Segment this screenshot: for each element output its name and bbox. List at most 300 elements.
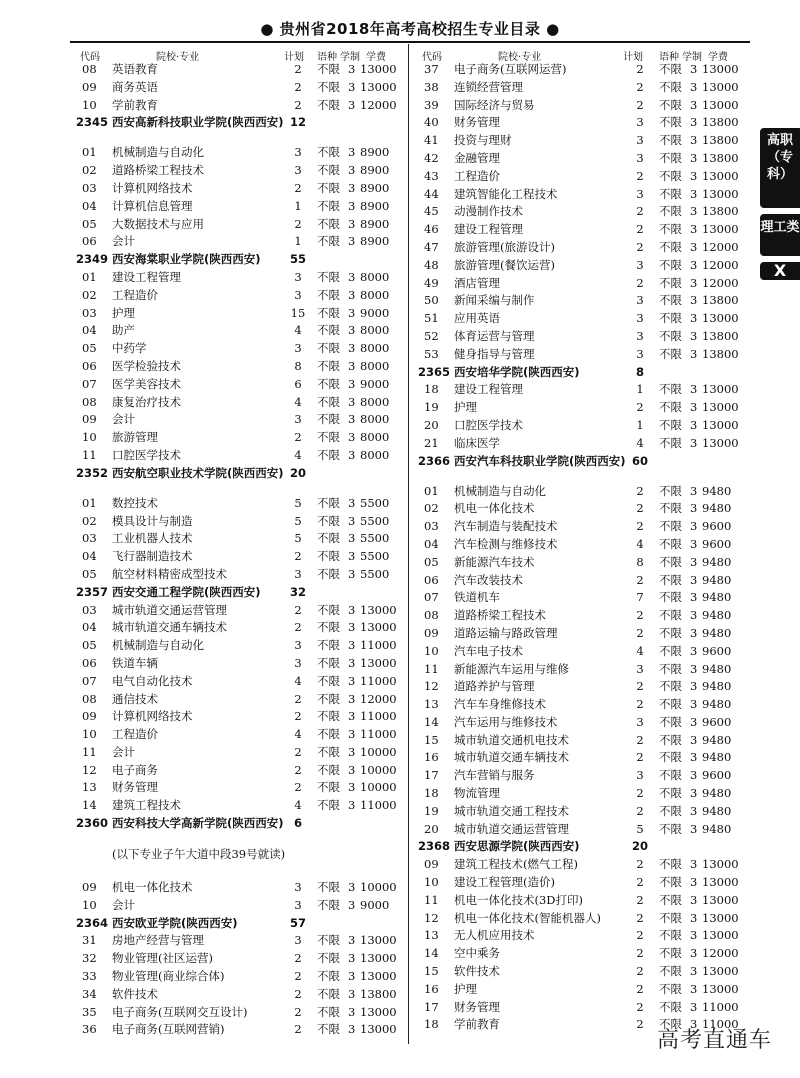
plan-cell: 3 (294, 655, 302, 670)
years-cell: 3 (348, 620, 356, 635)
name-cell: 机械制造与自动化 (112, 638, 204, 653)
table-row (418, 607, 740, 625)
lang-cell: 不限 (317, 513, 340, 528)
name-cell: 西安海棠职业学院(陕西西安) (112, 252, 261, 267)
code-cell: 05 (424, 554, 439, 569)
code-cell: 04 (424, 536, 439, 551)
name-cell: 工业机器人技术 (112, 531, 193, 546)
table-row (418, 963, 740, 981)
fee-cell: 9480 (702, 803, 732, 818)
table-row (418, 643, 740, 661)
plan-cell: 2 (294, 602, 302, 617)
name-cell: 铁道机车 (454, 590, 500, 605)
name-cell: 电子商务(互联网交互设计) (112, 1004, 248, 1019)
code-cell: 39 (424, 97, 439, 112)
fee-cell: 8900 (360, 145, 390, 160)
plan-cell: 20 (289, 465, 306, 480)
plan-cell: 3 (294, 287, 302, 302)
years-cell: 3 (690, 608, 698, 623)
table-row (418, 500, 740, 518)
years-cell: 3 (348, 951, 356, 966)
name-cell: 工程造价 (454, 168, 500, 183)
code-cell: 18 (424, 382, 439, 397)
table-row (418, 435, 740, 453)
table-row (76, 548, 401, 566)
lang-cell: 不限 (317, 234, 340, 249)
name-cell: 护理 (454, 400, 477, 415)
name-cell: 城市轨道交通运营管理 (112, 602, 227, 617)
code-cell: 01 (82, 495, 97, 510)
name-cell: 建设工程管理 (454, 222, 523, 237)
code-cell: 11 (82, 447, 97, 462)
lang-cell: 不限 (317, 216, 340, 231)
name-cell: 机电一体化技术(3D打印) (454, 892, 584, 907)
plan-cell: 3 (636, 346, 644, 361)
lang-cell: 不限 (659, 661, 682, 676)
plan-cell: 4 (294, 727, 302, 742)
plan-cell: 2 (636, 697, 644, 712)
years-cell: 3 (348, 673, 356, 688)
table-row (418, 518, 740, 536)
plan-cell: 2 (636, 608, 644, 623)
fee-cell: 9480 (702, 732, 732, 747)
lang-cell: 不限 (659, 239, 682, 254)
lang-cell: 不限 (317, 1004, 340, 1019)
years-cell: 3 (690, 768, 698, 783)
table-row (76, 61, 401, 79)
code-cell: 11 (82, 744, 97, 759)
years-cell: 3 (690, 311, 698, 326)
table-row (418, 714, 740, 732)
fee-cell: 5500 (360, 566, 390, 581)
table-row (418, 221, 740, 239)
lang-cell: 不限 (317, 269, 340, 284)
code-cell: 01 (424, 483, 439, 498)
table-row (76, 162, 401, 180)
plan-cell: 4 (294, 323, 302, 338)
fee-cell: 9480 (702, 572, 732, 587)
fee-cell: 11000 (360, 709, 397, 724)
table-row (76, 97, 401, 115)
lang-cell: 不限 (659, 400, 682, 415)
code-cell: 09 (82, 709, 97, 724)
name-cell: 西安交通工程学院(陕西西安) (112, 584, 261, 599)
plan-cell: 2 (294, 620, 302, 635)
table-row (76, 986, 401, 1004)
years-cell: 3 (690, 679, 698, 694)
fee-cell: 13000 (360, 1004, 397, 1019)
table-row (76, 566, 401, 584)
name-cell: 建设工程管理(造价) (454, 875, 555, 890)
code-cell: 2364 (76, 915, 109, 930)
plan-cell: 4 (294, 394, 302, 409)
code-cell: 08 (82, 394, 97, 409)
lang-cell: 不限 (659, 536, 682, 551)
years-cell: 3 (348, 513, 356, 528)
lang-cell: 不限 (659, 79, 682, 94)
years-cell: 3 (690, 572, 698, 587)
lang-cell: 不限 (659, 222, 682, 237)
years-cell: 3 (348, 709, 356, 724)
plan-cell: 32 (289, 584, 306, 599)
name-cell: 机械制造与自动化 (454, 483, 546, 498)
years-cell: 3 (348, 287, 356, 302)
lang-cell: 不限 (659, 382, 682, 397)
fee-cell: 9480 (702, 697, 732, 712)
years-cell: 3 (690, 661, 698, 676)
code-cell: 37 (424, 62, 439, 76)
school-row (76, 465, 401, 495)
fee-cell: 5500 (360, 549, 390, 564)
name-cell: 投资与理财 (454, 133, 512, 148)
plan-cell: 5 (636, 821, 644, 836)
header-lang: 语种 (317, 52, 337, 63)
fee-cell: 13000 (702, 928, 739, 943)
code-cell: 2349 (76, 252, 109, 267)
plan-cell: 2 (636, 79, 644, 94)
name-cell: 国际经济与贸易 (454, 97, 535, 112)
fee-cell: 13000 (702, 168, 739, 183)
name-cell: (以下专业子午大道中段39号就读) (112, 847, 286, 862)
fee-cell: 13000 (360, 969, 397, 984)
plan-cell: 3 (294, 897, 302, 912)
plan-cell: 2 (294, 97, 302, 112)
name-cell: 会计 (112, 412, 135, 427)
years-cell: 3 (690, 346, 698, 361)
name-cell: 西安航空职业技术学院(陕西西安) (112, 465, 284, 480)
years-cell: 3 (348, 744, 356, 759)
fee-cell: 8900 (360, 234, 390, 249)
plan-cell: 2 (636, 679, 644, 694)
plan-cell: 3 (294, 638, 302, 653)
table-row (418, 203, 740, 221)
name-cell: 计算机网络技术 (112, 180, 193, 195)
plan-cell: 2 (294, 62, 302, 76)
lang-cell: 不限 (659, 150, 682, 165)
plan-cell: 2 (636, 875, 644, 890)
fee-cell: 12000 (360, 97, 397, 112)
code-cell: 52 (424, 328, 439, 343)
years-cell: 3 (690, 501, 698, 516)
code-cell: 15 (424, 732, 439, 747)
code-cell: 18 (424, 786, 439, 801)
fee-cell: 13800 (702, 346, 739, 361)
lang-cell: 不限 (659, 1017, 682, 1032)
name-cell: 大数据技术与应用 (112, 216, 204, 231)
code-cell: 12 (82, 762, 97, 777)
plan-cell: 12 (289, 115, 306, 130)
fee-cell: 13800 (360, 986, 397, 1001)
table-row (76, 180, 401, 198)
code-cell: 13 (424, 928, 439, 943)
years-cell: 3 (690, 821, 698, 836)
fee-cell: 13000 (702, 875, 739, 890)
fee-cell: 8000 (360, 447, 390, 462)
lang-cell: 不限 (317, 495, 340, 510)
years-cell: 3 (690, 928, 698, 943)
code-cell: 05 (82, 638, 97, 653)
fee-cell: 5500 (360, 513, 390, 528)
fee-cell: 10000 (360, 762, 397, 777)
years-cell: 3 (690, 750, 698, 765)
plan-cell: 1 (294, 198, 302, 213)
plan-cell: 3 (636, 328, 644, 343)
table-row (76, 726, 401, 744)
code-cell: 04 (82, 323, 97, 338)
years-cell: 3 (348, 798, 356, 813)
plan-cell: 2 (636, 572, 644, 587)
years-cell: 3 (690, 417, 698, 432)
table-row (76, 691, 401, 709)
table-row (76, 144, 401, 162)
plan-cell: 3 (294, 163, 302, 178)
header-years: 学制 (682, 52, 702, 63)
school-row (418, 838, 740, 856)
name-cell: 建筑智能化工程技术 (454, 186, 558, 201)
code-cell: 01 (82, 145, 97, 160)
lang-cell: 不限 (659, 97, 682, 112)
name-cell: 汽车改装技术 (454, 572, 523, 587)
name-cell: 道路桥梁工程技术 (112, 163, 204, 178)
tab-x: X (760, 262, 800, 280)
table-row (418, 186, 740, 204)
years-cell: 3 (348, 638, 356, 653)
lang-cell: 不限 (317, 673, 340, 688)
table-row (76, 897, 401, 915)
name-cell: 电子商务(互联网营销) (112, 1022, 225, 1037)
code-cell: 17 (424, 768, 439, 783)
code-cell: 32 (82, 951, 97, 966)
lang-cell: 不限 (659, 590, 682, 605)
lang-cell: 不限 (317, 762, 340, 777)
fee-cell: 9600 (702, 643, 732, 658)
code-cell: 02 (82, 163, 97, 178)
fee-cell: 9480 (702, 590, 732, 605)
years-cell: 3 (348, 897, 356, 912)
fee-cell: 13800 (702, 150, 739, 165)
fee-cell: 13000 (702, 981, 739, 996)
lang-cell: 不限 (317, 412, 340, 427)
fee-cell: 13000 (360, 933, 397, 948)
lang-cell: 不限 (317, 638, 340, 653)
name-cell: 工程造价 (112, 287, 158, 302)
plan-cell: 8 (635, 364, 644, 379)
years-cell: 3 (690, 536, 698, 551)
lang-cell: 不限 (659, 697, 682, 712)
lang-cell: 不限 (659, 803, 682, 818)
plan-cell: 2 (636, 786, 644, 801)
fee-cell: 8000 (360, 358, 390, 373)
code-cell: 45 (424, 204, 439, 219)
name-cell: 建设工程管理 (112, 269, 181, 284)
tab-vocational: 高职（专科） (760, 128, 800, 208)
lang-cell: 不限 (317, 880, 340, 895)
name-cell: 财务管理 (454, 115, 500, 130)
table-row (76, 233, 401, 251)
fee-cell: 8000 (360, 394, 390, 409)
name-cell: 汽车制造与装配技术 (454, 519, 558, 534)
lang-cell: 不限 (317, 727, 340, 742)
fee-cell: 9480 (702, 554, 732, 569)
name-cell: 新闻采编与制作 (454, 293, 535, 308)
name-cell: 会计 (112, 744, 135, 759)
code-cell: 48 (424, 257, 439, 272)
lang-cell: 不限 (659, 417, 682, 432)
years-cell: 3 (348, 430, 356, 445)
name-cell: 软件技术 (454, 964, 500, 979)
years-cell: 3 (348, 323, 356, 338)
years-cell: 3 (348, 180, 356, 195)
code-cell: 2368 (418, 839, 451, 854)
table-row (418, 132, 740, 150)
column-divider (408, 44, 409, 1044)
fee-cell: 8000 (360, 287, 390, 302)
name-cell: 建设工程管理 (454, 382, 523, 397)
header-name: 院校·专业 (156, 52, 200, 63)
code-cell: 10 (424, 643, 439, 658)
name-cell: 西安高新科技职业学院(陕西西安) (112, 115, 284, 130)
lang-cell: 不限 (317, 180, 340, 195)
years-cell: 3 (348, 62, 356, 76)
fee-cell: 13000 (702, 79, 739, 94)
plan-cell: 8 (636, 554, 644, 569)
fee-cell: 13000 (702, 964, 739, 979)
code-cell: 35 (82, 1004, 97, 1019)
plan-cell: 2 (636, 483, 644, 498)
table-row (418, 927, 740, 945)
code-cell: 07 (82, 673, 97, 688)
lang-cell: 不限 (659, 501, 682, 516)
code-cell: 38 (424, 79, 439, 94)
column-header (76, 47, 401, 61)
plan-cell: 3 (636, 257, 644, 272)
lang-cell: 不限 (659, 732, 682, 747)
fee-cell: 11000 (360, 673, 397, 688)
code-cell: 16 (424, 981, 439, 996)
fee-cell: 8900 (360, 216, 390, 231)
table-row (418, 821, 740, 839)
fee-cell: 13000 (702, 97, 739, 112)
plan-cell: 3 (636, 293, 644, 308)
plan-cell: 2 (636, 501, 644, 516)
name-cell: 铁道车辆 (112, 655, 158, 670)
years-cell: 3 (348, 198, 356, 213)
code-cell: 41 (424, 133, 439, 148)
fee-cell: 13000 (702, 186, 739, 201)
name-cell: 酒店管理 (454, 275, 500, 290)
table-row (418, 399, 740, 417)
lang-cell: 不限 (317, 531, 340, 546)
lang-cell: 不限 (659, 714, 682, 729)
table-row (418, 589, 740, 607)
table-row (418, 767, 740, 785)
fee-cell: 11000 (360, 727, 397, 742)
plan-cell: 3 (294, 269, 302, 284)
fee-cell: 13000 (360, 602, 397, 617)
code-cell: 51 (424, 311, 439, 326)
name-cell: 康复治疗技术 (112, 394, 181, 409)
plan-cell: 2 (294, 691, 302, 706)
years-cell: 3 (348, 79, 356, 94)
code-cell: 40 (424, 115, 439, 130)
years-cell: 3 (690, 732, 698, 747)
code-cell: 01 (82, 269, 97, 284)
years-cell: 3 (690, 79, 698, 94)
years-cell: 3 (348, 1022, 356, 1037)
name-cell: 工程造价 (112, 727, 158, 742)
name-cell: 房地产经营与管理 (112, 933, 204, 948)
fee-cell: 10000 (360, 744, 397, 759)
code-cell: 20 (424, 821, 439, 836)
lang-cell: 不限 (317, 691, 340, 706)
plan-cell: 4 (294, 798, 302, 813)
lang-cell: 不限 (659, 257, 682, 272)
code-cell: 49 (424, 275, 439, 290)
fee-cell: 12000 (360, 691, 397, 706)
fee-cell: 13000 (360, 1022, 397, 1037)
lang-cell: 不限 (317, 897, 340, 912)
table-row (418, 999, 740, 1017)
table-row (76, 779, 401, 797)
name-cell: 城市轨道交通车辆技术 (112, 620, 227, 635)
fee-cell: 9480 (702, 661, 732, 676)
lang-cell: 不限 (317, 97, 340, 112)
lang-cell: 不限 (317, 655, 340, 670)
code-cell: 2366 (418, 453, 451, 468)
fee-cell: 9600 (702, 768, 732, 783)
years-cell: 3 (348, 762, 356, 777)
table-row (418, 168, 740, 186)
code-cell: 50 (424, 293, 439, 308)
years-cell: 3 (690, 62, 698, 76)
name-cell: 财务管理 (112, 780, 158, 795)
code-cell: 03 (82, 531, 97, 546)
lang-cell: 不限 (659, 168, 682, 183)
lang-cell: 不限 (317, 566, 340, 581)
code-cell: 46 (424, 222, 439, 237)
years-cell: 3 (690, 115, 698, 130)
table-row (418, 572, 740, 590)
lang-cell: 不限 (659, 572, 682, 587)
name-cell: 道路运输与路政管理 (454, 625, 558, 640)
fee-cell: 9480 (702, 821, 732, 836)
table-row (418, 625, 740, 643)
lang-cell: 不限 (659, 964, 682, 979)
name-cell: 计算机信息管理 (112, 198, 193, 213)
name-cell: 汽车检测与维修技术 (454, 536, 558, 551)
code-cell: 09 (424, 857, 439, 872)
fee-cell: 8000 (360, 323, 390, 338)
lang-cell: 不限 (659, 483, 682, 498)
school-row (76, 584, 401, 602)
fee-cell: 13000 (702, 910, 739, 925)
header-years: 学制 (340, 52, 360, 63)
lang-cell: 不限 (659, 625, 682, 640)
code-cell: 09 (82, 79, 97, 94)
years-cell: 3 (348, 602, 356, 617)
fee-cell: 10000 (360, 780, 397, 795)
plan-cell: 2 (636, 519, 644, 534)
plan-cell: 4 (636, 435, 644, 450)
plan-cell: 6 (294, 376, 302, 391)
plan-cell: 2 (294, 762, 302, 777)
table-row (76, 1021, 401, 1039)
years-cell: 3 (348, 447, 356, 462)
table-row (76, 447, 401, 465)
table-row (418, 749, 740, 767)
table-row (76, 198, 401, 216)
plan-cell: 2 (636, 732, 644, 747)
